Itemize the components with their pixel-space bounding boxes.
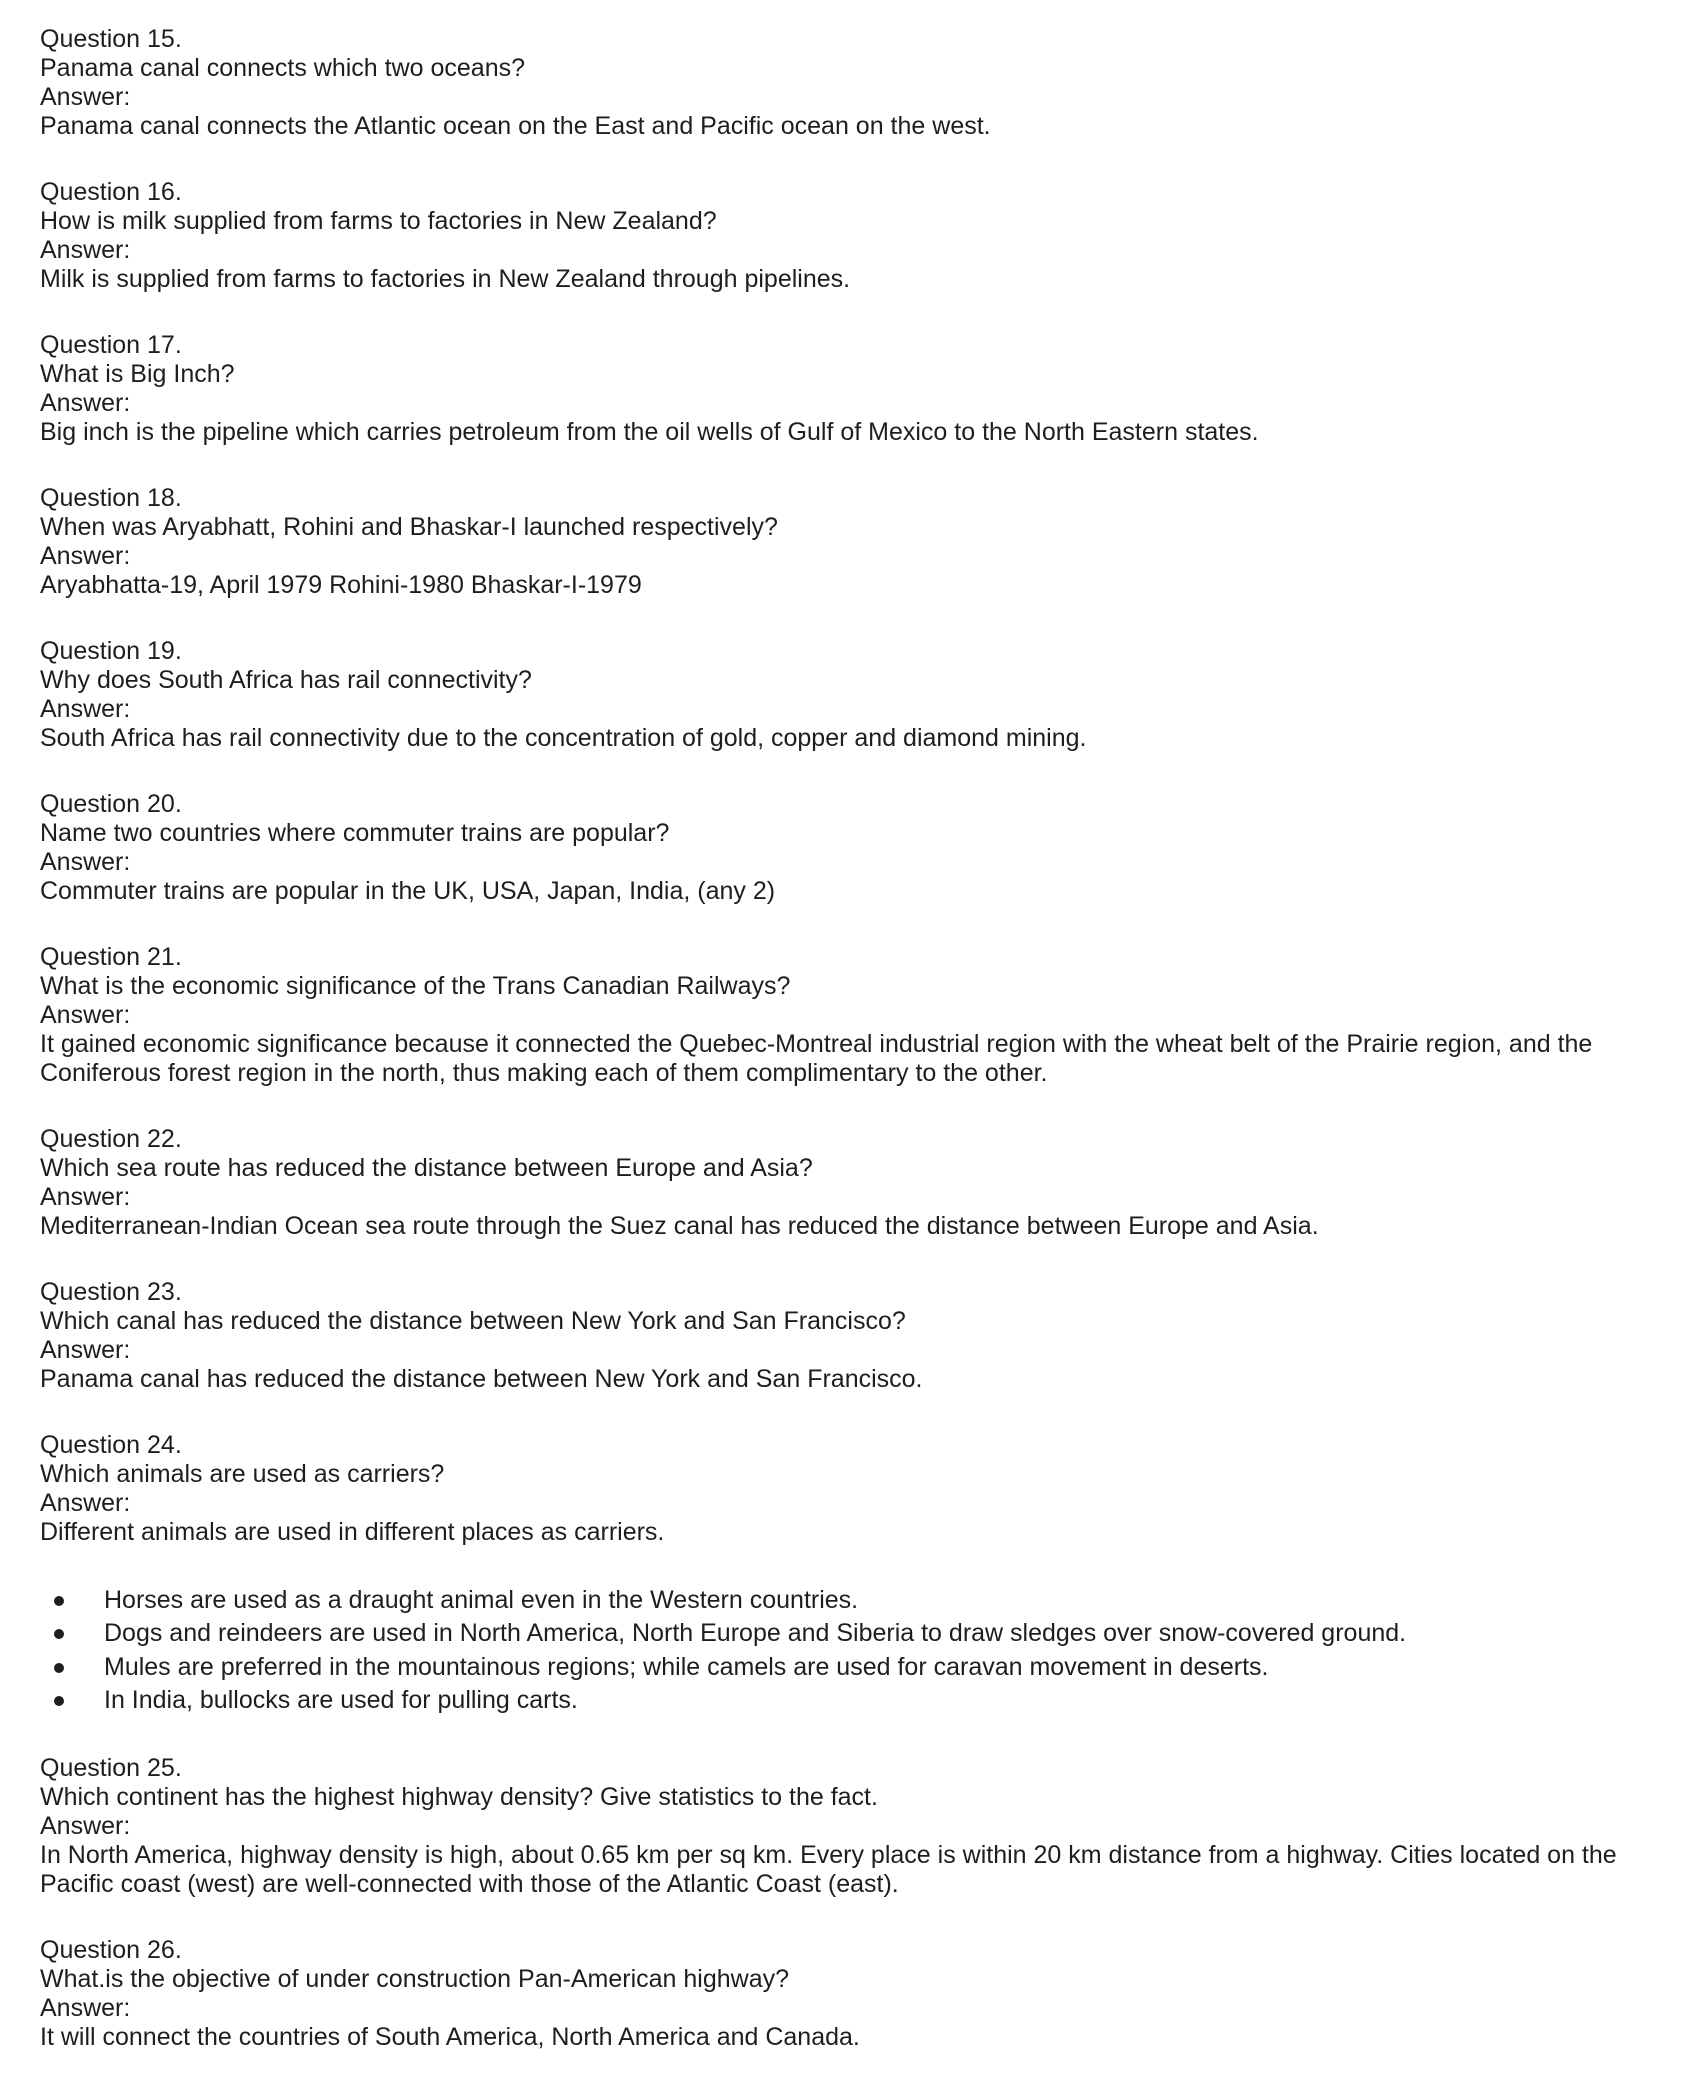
list-item-text: Dogs and reindeers are used in North America, North Europe and Siberia to draw sledges over snow-covered ground. [104,1619,1407,1648]
answer-label: Answer: [40,1489,131,1517]
list-item-text: Mules are preferred in the mountainous regions; while camels are used for caravan movement in deserts. [104,1652,1269,1681]
bullet-icon [54,1596,64,1606]
question-number: Question 16. [40,178,182,206]
qa-block-18 [40,484,1670,600]
answer-label: Answer: [40,695,131,723]
answer-text: Panama canal has reduced the distance between New York and San Francisco. [40,1365,923,1393]
answer-label: Answer: [40,848,131,876]
bullet-icon [54,1629,64,1639]
question-text: When was Aryabhatt, Rohini and Bhaskar-I launched respectively? [40,513,778,541]
answer-label: Answer: [40,1812,131,1841]
question-text: Which continent has the highest highway density? Give statistics to the fact. [40,1783,878,1812]
answer-label: Answer: [40,1183,131,1211]
carrier-animals-list [40,1584,1670,1717]
answer-text: Big inch is the pipeline which carries petroleum from the oil wells of Gulf of Mexico to the North Eastern states. [40,418,1259,446]
answer-text: Panama canal connects the Atlantic ocean on the East and Pacific ocean on the west. [40,112,991,140]
question-text: Why does South Africa has rail connectivity? [40,666,532,694]
question-text: What is Big Inch? [40,360,235,388]
question-text: How is milk supplied from farms to factories in New Zealand? [40,207,717,235]
qa-block-21 [40,943,1670,1088]
list-item [40,1684,1670,1717]
question-number: Question 26. [40,1936,182,1965]
document-page [40,25,1670,2089]
question-number: Question 23. [40,1278,182,1306]
list-item-text: In India, bullocks are used for pulling carts. [104,1685,578,1714]
answer-label: Answer: [40,236,131,264]
answer-label: Answer: [40,542,131,570]
question-number: Question 22. [40,1125,182,1153]
qa-block-19 [40,637,1670,753]
question-number: Question 24. [40,1431,182,1459]
question-number: Question 15. [40,25,182,53]
qa-block-17 [40,331,1670,447]
answer-text: Different animals are used in different places as carriers. [40,1518,665,1546]
bullet-icon [54,1663,64,1673]
answer-text: In North America, highway density is high, about 0.65 km per sq km. Every place is within 20 km distance from a highway. Cities located on the Pacific coast (west) are well-connected with those of the Atlantic Coast (east). [40,1841,1624,1899]
answer-text: Commuter trains are popular in the UK, USA, Japan, India, (any 2) [40,877,776,905]
list-item [40,1584,1670,1617]
question-number: Question 21. [40,943,182,971]
qa-block-15 [40,25,1670,141]
qa-block-25 [40,1754,1670,1899]
answer-text: South Africa has rail connectivity due to the concentration of gold, copper and diamond mining. [40,724,1087,752]
answer-label: Answer: [40,1336,131,1364]
question-number: Question 25. [40,1754,182,1783]
question-text: Panama canal connects which two oceans? [40,54,526,82]
qa-block-23 [40,1278,1670,1394]
list-item [40,1651,1670,1684]
question-text: Which sea route has reduced the distance between Europe and Asia? [40,1154,813,1182]
answer-label: Answer: [40,1994,131,2023]
qa-block-24 [40,1431,1670,1717]
question-number: Question 19. [40,637,182,665]
question-text: Which animals are used as carriers? [40,1460,445,1488]
qa-block-20 [40,790,1670,906]
list-item [40,1617,1670,1650]
qa-block-22 [40,1125,1670,1241]
answer-label: Answer: [40,1001,131,1029]
question-number: Question 20. [40,790,182,818]
answer-text: Mediterranean-Indian Ocean sea route through the Suez canal has reduced the distance between Europe and Asia. [40,1212,1319,1240]
answer-label: Answer: [40,389,131,417]
answer-text: It gained economic significance because it connected the Quebec-Montreal industrial region with the wheat belt of the Prairie region, and the Coniferous forest region in the north, thus making each of them complimentary to the other. [40,1030,1600,1087]
question-text: What.is the objective of under construction Pan-American highway? [40,1965,789,1994]
question-number: Question 17. [40,331,182,359]
answer-text: It will connect the countries of South America, North America and Canada. [40,2023,860,2052]
question-text: What is the economic significance of the Trans Canadian Railways? [40,972,791,1000]
list-item-text: Horses are used as a draught animal even in the Western countries. [104,1586,859,1614]
answer-text: Milk is supplied from farms to factories in New Zealand through pipelines. [40,265,851,293]
answer-label: Answer: [40,83,131,111]
qa-block-26 [40,1936,1670,2052]
question-text: Name two countries where commuter trains are popular? [40,819,670,847]
bullet-icon [54,1696,64,1706]
qa-block-16 [40,178,1670,294]
question-text: Which canal has reduced the distance between New York and San Francisco? [40,1307,906,1335]
answer-text: Aryabhatta-19, April 1979 Rohini-1980 Bhaskar-I-1979 [40,571,642,599]
question-number: Question 18. [40,484,182,512]
